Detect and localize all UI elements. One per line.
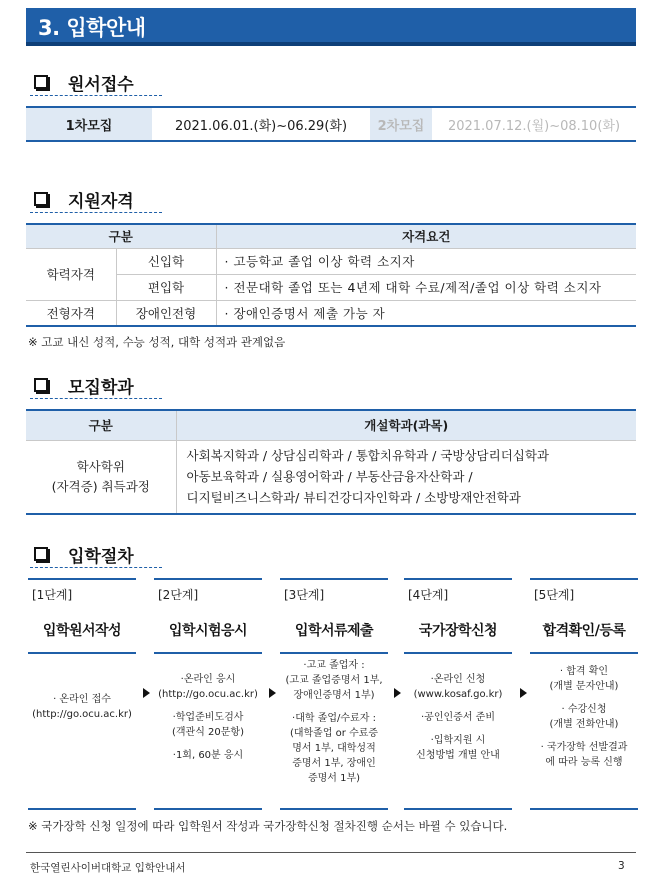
step-title: 합격확인/등록 [542, 623, 626, 639]
step-body-line: 장애인증명서 1부) [293, 690, 375, 701]
step-stage: [5단계] [534, 588, 575, 602]
page-number: 3 [618, 860, 625, 872]
step-body-line [280, 703, 388, 711]
arrow-right-icon [143, 688, 150, 698]
step-body [404, 672, 512, 763]
second-round-label: 2차모집 [370, 108, 432, 140]
step-body [280, 658, 388, 786]
step-title: 입학시험응시 [168, 623, 248, 639]
step-body-line: (고교 졸업증명서 1부, [285, 675, 383, 686]
step-divider [280, 652, 388, 654]
step-body-line: ·공인인증서 준비 [421, 712, 495, 723]
section-title-procedure: 입학절차 [30, 542, 162, 568]
step-body-line [530, 694, 638, 702]
major-head-category: 구분 [26, 410, 176, 440]
qual-selection: 전형자격 [26, 300, 116, 326]
second-round-period: 2021.07.12.(월)~08.10(화) [447, 118, 621, 134]
step-body-line [154, 740, 262, 748]
checkbox-square-icon [34, 75, 48, 89]
qual-new-req: · 고등학교 졸업 이상 학력 소지자 [216, 248, 636, 274]
step-2 [154, 578, 262, 810]
arrow-right-icon [394, 688, 401, 698]
qual-academic: 학력자격 [26, 248, 116, 300]
step-title: 입학서류제출 [294, 623, 374, 639]
qual-transfer-req: · 전문대학 졸업 또는 4년제 대학 수료/제적/졸업 이상 학력 소지자 [216, 274, 636, 300]
qualification-note: ※ 고교 내신 성적, 수능 성적, 대학 성적과 관계없음 [28, 335, 286, 349]
procedure-note: ※ 국가장학 신청 일정에 따라 입학원서 작성과 국가장학신청 절차진행 순서는 바뀔 수 있습니다. [28, 819, 508, 833]
first-round-period: 2021.06.01.(화)~06.29(화) [174, 118, 348, 134]
step-body-line [530, 732, 638, 740]
checkbox-square-icon [34, 378, 48, 392]
step-body-line: 신청방법 개별 안내 [416, 750, 500, 761]
step-body-line: · 온라인 접수 [53, 694, 111, 705]
checkbox-square-icon [34, 192, 48, 206]
majors-table [26, 409, 636, 515]
step-1 [28, 578, 136, 810]
step-stage: [2단계] [158, 588, 199, 602]
qual-disabled: 장애인전형 [116, 300, 216, 326]
step-body-line [404, 702, 512, 710]
footer-divider [26, 852, 636, 853]
step-body-line: 명서 1부, 대학성적 [292, 743, 376, 754]
qual-head-requirement: 자격요건 [216, 224, 636, 248]
qual-disabled-req: · 장애인증명서 제출 가능 자 [216, 300, 636, 326]
step-body-line: (개별 전화안내) [549, 719, 619, 730]
major-head-majors: 개설학과(과목) [176, 410, 636, 440]
step-body-line: ·고교 졸업자 : [303, 660, 365, 671]
step-body-line: ·학업준비도검사 [172, 712, 244, 723]
chapter-title: 3. 입학안내 [38, 16, 146, 40]
step-title: 입학원서작성 [42, 623, 122, 639]
first-round-label: 1차모집 [26, 108, 152, 140]
step-stage: [1단계] [32, 588, 73, 602]
major-category: 학사학위 (자격증) 취득과정 [26, 440, 176, 514]
step-stage: [3단계] [284, 588, 325, 602]
step-body [28, 692, 136, 722]
step-body-line: (객관식 20문항) [171, 727, 244, 738]
section-title-majors: 모집학과 [30, 373, 162, 399]
arrow-right-icon [520, 688, 527, 698]
step-body-line: ·1회, 60분 응시 [172, 750, 244, 761]
step-3 [280, 578, 388, 810]
section-title-qualification: 지원자격 [30, 187, 162, 213]
step-body-line: (대학졸업 or 수료증 [289, 728, 379, 739]
step-body-line [154, 702, 262, 710]
step-body-line: (http://go.ocu.ac.kr) [158, 689, 258, 700]
step-body-line: (www.kosaf.go.kr) [413, 689, 503, 700]
step-body-line: 증명서 1부) [307, 773, 361, 784]
step-divider [530, 652, 638, 654]
step-stage: [4단계] [408, 588, 449, 602]
qual-new: 신입학 [116, 248, 216, 274]
checkbox-square-icon [34, 547, 48, 561]
qual-head-category: 구분 [26, 224, 216, 248]
step-4 [404, 578, 512, 810]
step-divider [404, 652, 512, 654]
major-list: 사회복지학과 / 상담심리학과 / 통합치유학과 / 국방상담리더십학과 아동보육학과 / 실용영어학과 / 부동산금융자산학과 / 디지털비즈니스학과/ 뷰티건강디자인학과 / 소방방재안전학과 [176, 440, 636, 514]
step-body-line: · 수강신청 [561, 704, 607, 715]
step-divider [154, 652, 262, 654]
step-body-line: 증명서 1부, 장애인 [292, 758, 376, 769]
step-title: 국가장학신청 [418, 623, 498, 639]
application-period-table [26, 106, 636, 142]
step-body-line: (개별 문자안내) [549, 681, 619, 692]
step-body-line: · 국가장학 선발결과 [540, 742, 628, 753]
step-body-line: ·입학지원 시 [430, 735, 486, 746]
chapter-header [26, 8, 636, 46]
step-body-line: ·온라인 신청 [430, 674, 486, 685]
qualification-table [26, 223, 636, 327]
qual-transfer: 편입학 [116, 274, 216, 300]
step-body-line: ·대학 졸업/수료자 : [292, 713, 376, 724]
step-divider [28, 652, 136, 654]
section-title-application: 원서접수 [30, 70, 162, 96]
arrow-right-icon [269, 688, 276, 698]
step-body-line: 에 따라 능록 신행 [545, 757, 623, 768]
step-body [530, 664, 638, 770]
step-body-line: · 합격 확인 [559, 666, 609, 677]
step-body [154, 672, 262, 763]
step-body-line [404, 725, 512, 733]
step-5 [530, 578, 638, 810]
footer-text: 한국열린사이버대학교 입학안내서 [30, 862, 186, 874]
step-body-line: ·온라인 응시 [180, 674, 236, 685]
step-body-line: (http://go.ocu.ac.kr) [32, 709, 132, 720]
